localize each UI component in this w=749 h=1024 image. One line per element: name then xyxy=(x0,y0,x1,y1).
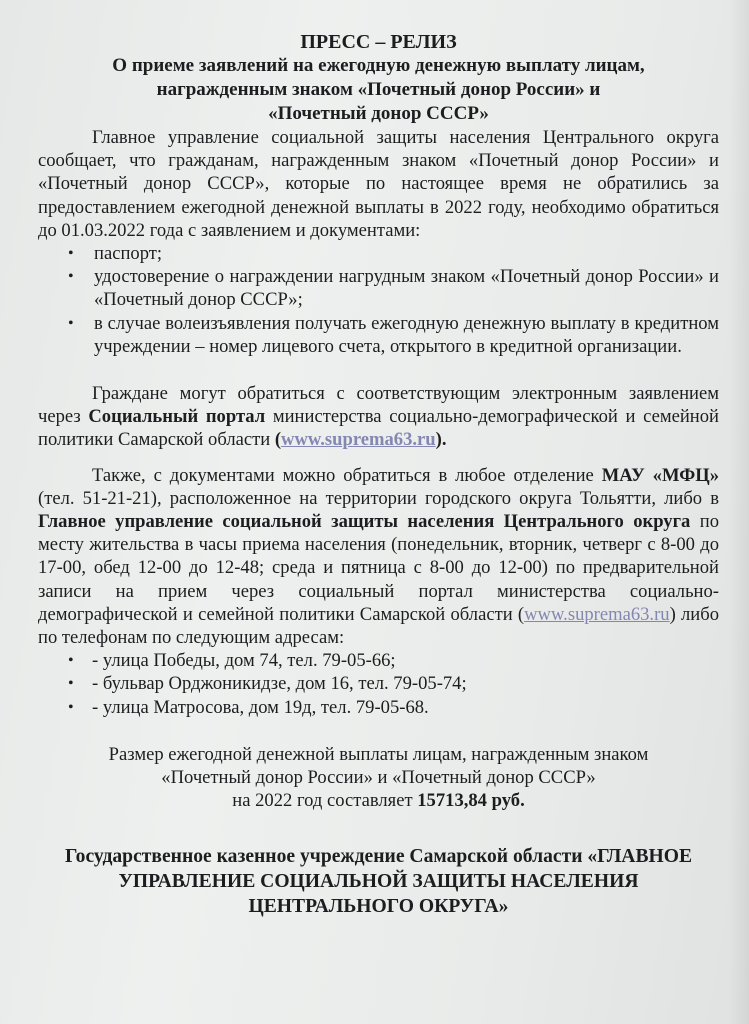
portal-text-1: Граждане могут обратиться с соответствующим электронным заявлением через xyxy=(38,383,719,428)
payment-line-3 xyxy=(38,789,719,812)
mfc-text-4: ) либо по телефонам по следующим адресам: xyxy=(38,603,720,649)
mfc-text-1: Также, с документами можно обратиться в любое отделение xyxy=(92,464,602,486)
list-item: • - улица Победы, дом 74, тел. 79-05-66; xyxy=(92,649,719,672)
spacer xyxy=(38,358,719,382)
mfc-paragraph xyxy=(38,464,719,650)
portal-open-paren: ( xyxy=(270,429,282,451)
list-item: • - бульвар Орджоникидзе, дом 16, тел. 79-05-74; xyxy=(92,672,719,695)
department-bold: Главное управление социальной защиты населения Центрального округа xyxy=(38,511,691,533)
suprema-link[interactable]: www.suprema63.ru xyxy=(281,429,436,451)
list-item: • паспорт; xyxy=(94,242,719,265)
intro-paragraph: Главное управление социальной защиты населения Центрального округа сообщает, что гражданам, награжденным знаком «Почетный донор России» и «Почетный донор СССР», которые по настоящее время не обратились за предоставлением ежегодной денежной выплаты в 2022 году, необходимо обратиться до 01.03.2022 года с заявлением и документами: xyxy=(38,127,719,241)
page-title: ПРЕСС – РЕЛИЗ xyxy=(300,31,457,53)
list-item: • удостоверение о награждении нагрудным знаком «Почетный донор России» и «Почетный донор СССР»; xyxy=(94,265,719,311)
payment-prefix: на 2022 год составляет xyxy=(232,790,418,812)
portal-bold: Социальный портал xyxy=(88,406,266,428)
portal-paragraph xyxy=(38,382,719,452)
payment-line-1: Размер ежегодной денежной выплаты лицам, награжденным знаком xyxy=(108,743,649,765)
payment-line-2: «Почетный донор России» и «Почетный донор СССР» xyxy=(161,767,596,789)
suprema-link-2[interactable]: www.suprema63.ru xyxy=(524,603,670,625)
footer-line-3: ЦЕНТРАЛЬНОГО ОКРУГА» xyxy=(248,896,509,918)
portal-close-paren: ). xyxy=(435,429,447,451)
subtitle-line-1: О приеме заявлений на ежегодную денежную выплату лицам, xyxy=(112,55,645,76)
spacer xyxy=(38,719,719,743)
page-edge-shadow xyxy=(729,0,749,1024)
mfc-text-3: по месту жительства в часы приема населения (понедельник, вторник, четверг с 8-00 до 17-00, обед 12-00 до 12-48; среда и пятница с 8-00 до 12-00) по предварительной записи на прием через социальный портал министерства социально-демографической и семейной политики Самарской области ( xyxy=(38,511,719,625)
documents-list xyxy=(38,242,719,358)
portal-text-2: министерства социально-демографической и семейной политики Самарской области xyxy=(38,406,720,451)
addresses-list xyxy=(38,649,719,719)
subtitle-line-2: награжденным знаком «Почетный донор России» и xyxy=(156,79,601,100)
mfc-text-2: (тел. 51-21-21), расположенное на территории городского округа Тольятти, либо в xyxy=(38,487,719,509)
list-item: • в случае волеизъявления получать ежегодную денежную выплату в кредитном учреждении – номер лицевого счета, открытого в кредитной организации. xyxy=(94,312,719,358)
payment-amount: 15713,84 руб. xyxy=(417,790,525,812)
subtitle-line-3: «Почетный донор СССР» xyxy=(268,103,489,124)
spacer xyxy=(38,452,719,464)
list-item: • - улица Матросова, дом 19д, тел. 79-05-68. xyxy=(92,696,719,719)
footer-line-1: Государственное казенное учреждение Самарской области «ГЛАВНОЕ xyxy=(64,846,693,868)
footer-line-2: УПРАВЛЕНИЕ СОЦИАЛЬНОЙ ЗАЩИТЫ НАСЕЛЕНИЯ xyxy=(118,871,639,893)
mfc-bold: МАУ «МФЦ» xyxy=(601,464,719,486)
spacer xyxy=(38,812,719,836)
